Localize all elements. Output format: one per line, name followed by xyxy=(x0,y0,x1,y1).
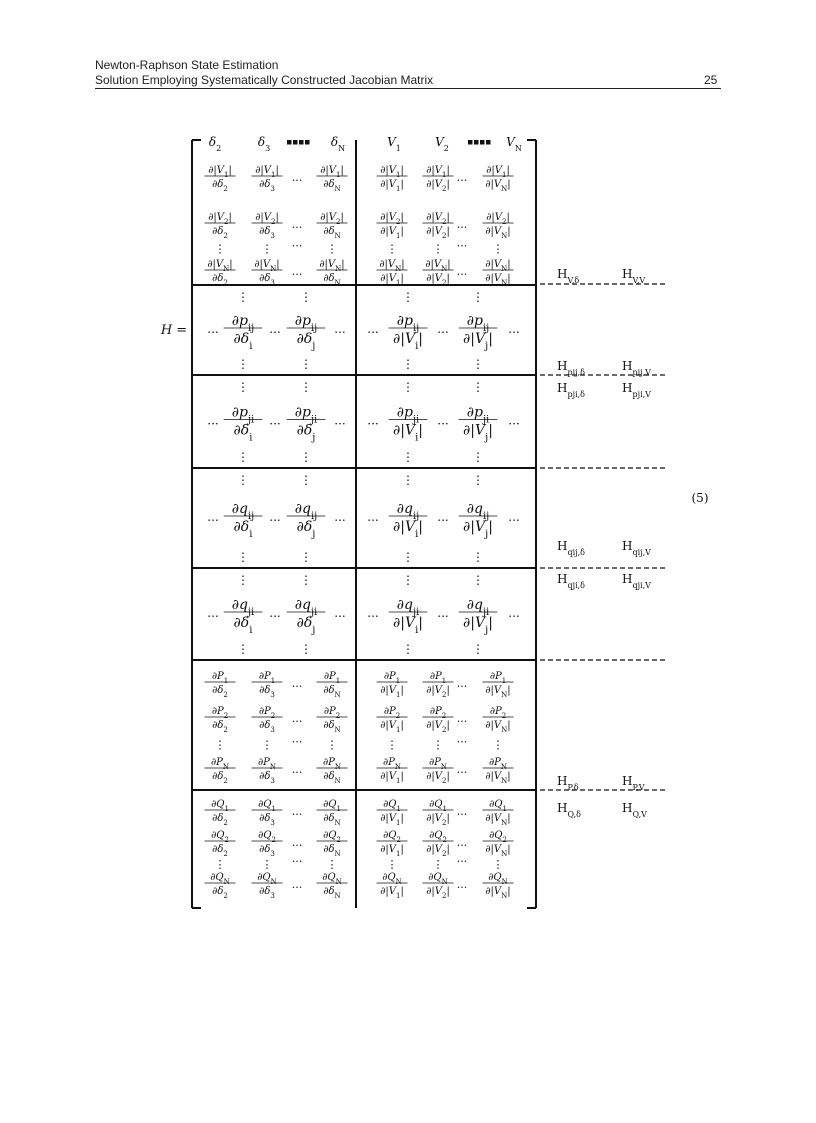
ellipsis: ... xyxy=(456,236,468,250)
partial-fraction-num: $\partial Q_N$ xyxy=(210,872,230,886)
vdots: ⋮ xyxy=(472,550,484,564)
partial-fraction-num: $\partial Q_2$ xyxy=(383,830,401,844)
partial-fraction-den: $\partial|V_N|$ xyxy=(485,226,511,240)
ellipsis: ... xyxy=(291,878,303,891)
submatrix-label: $H_{Q,\delta}$ xyxy=(557,801,581,819)
partial-fraction-num: $\partial p_{ji}$ xyxy=(396,404,420,425)
header-separator-mark xyxy=(287,140,292,145)
ellipsis: ... xyxy=(291,763,303,776)
column-header-voltage: $V_N$ xyxy=(506,135,522,153)
partial-fraction-den: $\partial|V_i|$ xyxy=(392,519,424,540)
vdots: ⋮ xyxy=(432,858,444,871)
partial-fraction-den: $\partial|V_j|$ xyxy=(463,331,493,352)
partial-fraction-num: $\partial|V_1|$ xyxy=(255,165,279,179)
partial-fraction-num: $\partial|V_1|$ xyxy=(380,165,404,179)
vdots: ⋮ xyxy=(237,380,249,394)
vdots: ⋮ xyxy=(326,242,338,256)
vdots: ⋮ xyxy=(261,858,273,871)
vdots: ⋮ xyxy=(402,380,414,394)
partial-fraction-den: $\partial\delta_2$ xyxy=(212,813,228,827)
ellipsis: ... xyxy=(291,712,303,725)
partial-fraction-num: $\partial q_{ij}$ xyxy=(231,501,255,522)
vdots: ⋮ xyxy=(492,858,504,871)
ellipsis: ... xyxy=(291,836,303,849)
partial-fraction-den: $\partial\delta_i$ xyxy=(233,422,253,443)
partial-fraction-num: $\partial|V_N|$ xyxy=(207,259,233,273)
partial-fraction-num: $\partial q_{ji}$ xyxy=(294,597,318,618)
partial-fraction-num: $\partial p_{ij}$ xyxy=(231,313,255,334)
partial-fraction-num: $\partial|V_N|$ xyxy=(485,259,511,273)
partial-fraction-num: $\partial P_1$ xyxy=(323,671,341,685)
vdots: ⋮ xyxy=(402,550,414,564)
header-separator-mark xyxy=(474,140,479,145)
partial-fraction-num: $\partial q_{ij}$ xyxy=(466,501,490,522)
ellipsis: ... xyxy=(207,510,219,524)
partial-fraction-num: $\partial|V_N|$ xyxy=(254,259,280,273)
partial-fraction-num: $\partial Q_N$ xyxy=(382,872,402,886)
ellipsis: ... xyxy=(508,510,520,524)
vdots: ⋮ xyxy=(300,642,312,656)
partial-fraction-den: $\partial\delta_N$ xyxy=(323,720,341,734)
header-separator-mark xyxy=(305,140,310,145)
partial-fraction-num: $\partial p_{ij}$ xyxy=(466,313,490,334)
ellipsis: ... xyxy=(269,510,281,524)
ellipsis: ... xyxy=(291,218,303,231)
vdots: ⋮ xyxy=(326,738,338,752)
submatrix-label: $H_{P,V}$ xyxy=(622,774,645,792)
vdots: ⋮ xyxy=(300,473,312,487)
partial-fraction-num: $\partial P_2$ xyxy=(489,706,507,720)
header-separator-mark xyxy=(299,140,304,145)
partial-fraction-den: $\partial\delta_j$ xyxy=(296,331,316,352)
vdots: ⋮ xyxy=(237,473,249,487)
submatrix-label: $H_{P,\delta}$ xyxy=(557,774,579,792)
vdots: ⋮ xyxy=(300,450,312,464)
partial-fraction-den: $\partial|V_1|$ xyxy=(380,273,404,287)
partial-fraction-num: $\partial|V_N|$ xyxy=(425,259,451,273)
partial-fraction-den: $\partial|V_2|$ xyxy=(426,720,450,734)
header-separator-mark xyxy=(468,140,473,145)
partial-fraction-den: $\partial\delta_i$ xyxy=(233,615,253,636)
ellipsis: ... xyxy=(508,606,520,620)
ellipsis: ... xyxy=(207,322,219,336)
vdots: ⋮ xyxy=(237,357,249,371)
partial-fraction-den: $\partial|V_N|$ xyxy=(485,685,511,699)
ellipsis: ... xyxy=(367,413,379,428)
submatrix-label: $H_{qji,V}$ xyxy=(622,572,651,590)
vdots: ⋮ xyxy=(237,573,249,587)
ellipsis: ... xyxy=(367,510,379,524)
partial-fraction-num: $\partial|V_1|$ xyxy=(426,165,450,179)
partial-fraction-num: $\partial Q_N$ xyxy=(257,872,277,886)
ellipsis: ... xyxy=(291,732,303,746)
submatrix-label: $H_{V,\delta}$ xyxy=(557,267,580,285)
ellipsis: ... xyxy=(269,606,281,620)
vdots: ⋮ xyxy=(300,550,312,564)
partial-fraction-den: $\partial|V_2|$ xyxy=(426,179,450,193)
partial-fraction-den: $\partial|V_2|$ xyxy=(426,771,450,785)
partial-fraction-den: $\partial|V_1|$ xyxy=(380,844,404,858)
vdots: ⋮ xyxy=(472,290,484,304)
vdots: ⋮ xyxy=(402,290,414,304)
submatrix-label: $H_{pij,V}$ xyxy=(622,359,651,377)
ellipsis: ... xyxy=(437,606,449,620)
partial-fraction-num: $\partial Q_N$ xyxy=(322,872,342,886)
partial-fraction-den: $\partial\delta_2$ xyxy=(212,720,228,734)
ellipsis: ... xyxy=(269,413,281,428)
vdots: ⋮ xyxy=(492,738,504,752)
partial-fraction-num: $\partial Q_N$ xyxy=(428,872,448,886)
partial-fraction-num: $\partial P_1$ xyxy=(429,671,447,685)
partial-fraction-den: $\partial\delta_2$ xyxy=(212,179,228,193)
partial-fraction-den: $\partial|V_1|$ xyxy=(380,720,404,734)
column-header-angle: $\delta_2$ xyxy=(208,135,222,153)
ellipsis: ... xyxy=(291,805,303,818)
partial-fraction-num: $\partial|V_1|$ xyxy=(208,165,232,179)
partial-fraction-num: $\partial P_1$ xyxy=(383,671,401,685)
partial-fraction-den: $\partial|V_1|$ xyxy=(380,685,404,699)
partial-fraction-den: $\partial|V_i|$ xyxy=(392,615,424,636)
header-separator-mark xyxy=(293,140,298,145)
partial-fraction-num: $\partial|V_2|$ xyxy=(208,212,232,226)
partial-fraction-num: $\partial|V_2|$ xyxy=(380,212,404,226)
partial-fraction-num: $\partial P_N$ xyxy=(210,757,230,771)
partial-fraction-num: $\partial P_2$ xyxy=(429,706,447,720)
partial-fraction-den: $\partial\delta_2$ xyxy=(212,886,228,900)
partial-fraction-num: $\partial P_N$ xyxy=(428,757,448,771)
partial-fraction-num: $\partial P_2$ xyxy=(383,706,401,720)
ellipsis: ... xyxy=(456,218,468,231)
vdots: ⋮ xyxy=(386,738,398,752)
partial-fraction-den: $\partial\delta_N$ xyxy=(323,273,341,287)
vdots: ⋮ xyxy=(326,858,338,871)
partial-fraction-den: $\partial|V_N|$ xyxy=(485,813,511,827)
partial-fraction-num: $\partial P_2$ xyxy=(323,706,341,720)
partial-fraction-num: $\partial P_2$ xyxy=(258,706,276,720)
header-separator-mark xyxy=(486,140,491,145)
ellipsis: ... xyxy=(291,171,303,184)
partial-fraction-den: $\partial\delta_j$ xyxy=(296,422,316,443)
partial-fraction-den: $\partial\delta_2$ xyxy=(212,273,228,287)
submatrix-label: $H_{V,V}$ xyxy=(622,267,646,285)
partial-fraction-den: $\partial|V_2|$ xyxy=(426,226,450,240)
vdots: ⋮ xyxy=(214,242,226,256)
partial-fraction-den: $\partial|V_1|$ xyxy=(380,226,404,240)
partial-fraction-num: $\partial p_{ji}$ xyxy=(294,404,318,425)
partial-fraction-num: $\partial P_N$ xyxy=(382,757,402,771)
partial-fraction-num: $\partial P_1$ xyxy=(258,671,276,685)
vdots: ⋮ xyxy=(472,573,484,587)
partial-fraction-den: $\partial\delta_i$ xyxy=(233,331,253,352)
partial-fraction-den: $\partial\delta_3$ xyxy=(259,685,275,699)
partial-fraction-den: $\partial\delta_j$ xyxy=(296,615,316,636)
ellipsis: ... xyxy=(508,413,520,428)
ellipsis: ... xyxy=(456,677,468,690)
partial-fraction-num: $\partial q_{ij}$ xyxy=(294,501,318,522)
partial-fraction-den: $\partial\delta_3$ xyxy=(259,226,275,240)
ellipsis: ... xyxy=(207,413,219,428)
submatrix-label: $H_{pji,V}$ xyxy=(622,381,651,399)
partial-fraction-den: $\partial\delta_2$ xyxy=(212,685,228,699)
vdots: ⋮ xyxy=(402,473,414,487)
partial-fraction-den: $\partial|V_1|$ xyxy=(380,813,404,827)
partial-fraction-num: $\partial|V_2|$ xyxy=(255,212,279,226)
submatrix-label: $H_{pji,\delta}$ xyxy=(557,381,585,399)
partial-fraction-num: $\partial Q_1$ xyxy=(489,799,507,813)
partial-fraction-den: $\partial\delta_N$ xyxy=(323,771,341,785)
partial-fraction-num: $\partial|V_2|$ xyxy=(426,212,450,226)
partial-fraction-den: $\partial|V_N|$ xyxy=(485,179,511,193)
column-header-angle: $\delta_N$ xyxy=(330,135,346,153)
vdots: ⋮ xyxy=(300,573,312,587)
partial-fraction-den: $\partial|V_N|$ xyxy=(485,771,511,785)
partial-fraction-den: $\partial|V_2|$ xyxy=(426,844,450,858)
submatrix-label: $H_{Q,V}$ xyxy=(622,801,647,819)
vdots: ⋮ xyxy=(492,242,504,256)
partial-fraction-den: $\partial\delta_j$ xyxy=(296,519,316,540)
ellipsis: ... xyxy=(291,677,303,690)
partial-fraction-num: $\partial Q_1$ xyxy=(323,799,341,813)
vdots: ⋮ xyxy=(214,738,226,752)
partial-fraction-num: $\partial q_{ji}$ xyxy=(231,597,255,618)
lhs-label: H = xyxy=(160,323,188,338)
partial-fraction-den: $\partial\delta_N$ xyxy=(323,886,341,900)
vdots: ⋮ xyxy=(402,357,414,371)
partial-fraction-num: $\partial P_N$ xyxy=(257,757,277,771)
ellipsis: ... xyxy=(334,413,346,428)
partial-fraction-num: $\partial|V_1|$ xyxy=(320,165,344,179)
ellipsis: ... xyxy=(456,732,468,746)
partial-fraction-den: $\partial\delta_N$ xyxy=(323,813,341,827)
vdots: ⋮ xyxy=(432,242,444,256)
partial-fraction-num: $\partial p_{ji}$ xyxy=(231,404,255,425)
ellipsis: ... xyxy=(456,763,468,776)
partial-fraction-den: $\partial\delta_3$ xyxy=(259,273,275,287)
partial-fraction-den: $\partial\delta_N$ xyxy=(323,685,341,699)
partial-fraction-num: $\partial Q_1$ xyxy=(211,799,229,813)
page-number: 25 xyxy=(704,73,718,87)
ellipsis: ... xyxy=(291,265,303,278)
ellipsis: ... xyxy=(508,322,520,336)
partial-fraction-den: $\partial|V_N|$ xyxy=(485,844,511,858)
ellipsis: ... xyxy=(291,852,303,865)
partial-fraction-den: $\partial\delta_2$ xyxy=(212,771,228,785)
vdots: ⋮ xyxy=(237,450,249,464)
partial-fraction-den: $\partial\delta_i$ xyxy=(233,519,253,540)
vdots: ⋮ xyxy=(402,573,414,587)
partial-fraction-num: $\partial P_1$ xyxy=(211,671,229,685)
ellipsis: ... xyxy=(437,413,449,428)
partial-fraction-den: $\partial|V_2|$ xyxy=(426,685,450,699)
ellipsis: ... xyxy=(334,606,346,620)
partial-fraction-den: $\partial|V_1|$ xyxy=(380,886,404,900)
partial-fraction-den: $\partial|V_2|$ xyxy=(426,813,450,827)
vdots: ⋮ xyxy=(386,858,398,871)
vdots: ⋮ xyxy=(214,858,226,871)
partial-fraction-num: $\partial q_{ji}$ xyxy=(396,597,420,618)
partial-fraction-den: $\partial\delta_3$ xyxy=(259,720,275,734)
partial-fraction-den: $\partial|V_j|$ xyxy=(463,422,493,443)
partial-fraction-num: $\partial|V_N|$ xyxy=(379,259,405,273)
vdots: ⋮ xyxy=(472,642,484,656)
partial-fraction-den: $\partial|V_2|$ xyxy=(426,886,450,900)
submatrix-label: $H_{qij,\delta}$ xyxy=(557,539,585,557)
ellipsis: ... xyxy=(334,510,346,524)
partial-fraction-num: $\partial p_{ji}$ xyxy=(466,404,490,425)
column-header-voltage: $V_2$ xyxy=(435,135,449,153)
header-separator-mark xyxy=(480,140,485,145)
submatrix-label: $H_{qij,V}$ xyxy=(622,539,651,557)
partial-fraction-den: $\partial|V_N|$ xyxy=(485,273,511,287)
partial-fraction-num: $\partial q_{ji}$ xyxy=(466,597,490,618)
ellipsis: ... xyxy=(437,510,449,524)
partial-fraction-num: $\partial P_N$ xyxy=(322,757,342,771)
partial-fraction-den: $\partial\delta_N$ xyxy=(323,844,341,858)
partial-fraction-den: $\partial\delta_N$ xyxy=(323,226,341,240)
vdots: ⋮ xyxy=(261,242,273,256)
ellipsis: ... xyxy=(269,322,281,336)
partial-fraction-num: $\partial Q_2$ xyxy=(323,830,341,844)
equation-number: (5) xyxy=(691,491,709,505)
ellipsis: ... xyxy=(456,265,468,278)
ellipsis: ... xyxy=(456,805,468,818)
partial-fraction-num: $\partial Q_1$ xyxy=(383,799,401,813)
vdots: ⋮ xyxy=(402,642,414,656)
vdots: ⋮ xyxy=(472,473,484,487)
ellipsis: ... xyxy=(334,322,346,336)
partial-fraction-num: $\partial P_1$ xyxy=(489,671,507,685)
partial-fraction-den: $\partial|V_j|$ xyxy=(463,615,493,636)
partial-fraction-den: $\partial|V_1|$ xyxy=(380,179,404,193)
vdots: ⋮ xyxy=(237,550,249,564)
partial-fraction-den: $\partial\delta_3$ xyxy=(259,886,275,900)
partial-fraction-den: $\partial|V_i|$ xyxy=(392,422,424,443)
ellipsis: ... xyxy=(456,852,468,865)
partial-fraction-num: $\partial P_N$ xyxy=(488,757,508,771)
partial-fraction-den: $\partial\delta_3$ xyxy=(259,844,275,858)
column-header-angle: $\delta_3$ xyxy=(257,135,271,153)
partial-fraction-num: $\partial Q_N$ xyxy=(488,872,508,886)
partial-fraction-den: $\partial\delta_3$ xyxy=(259,771,275,785)
ellipsis: ... xyxy=(207,606,219,620)
ellipsis: ... xyxy=(437,322,449,336)
partial-fraction-den: $\partial|V_N|$ xyxy=(485,720,511,734)
ellipsis: ... xyxy=(291,236,303,250)
vdots: ⋮ xyxy=(237,642,249,656)
partial-fraction-den: $\partial|V_2|$ xyxy=(426,273,450,287)
ellipsis: ... xyxy=(456,171,468,184)
vdots: ⋮ xyxy=(472,450,484,464)
running-header-title: Newton-Raphson State Estimation xyxy=(95,58,279,72)
submatrix-label: $H_{pij,\delta}$ xyxy=(557,359,585,377)
vdots: ⋮ xyxy=(432,738,444,752)
vdots: ⋮ xyxy=(261,738,273,752)
partial-fraction-den: $\partial\delta_N$ xyxy=(323,179,341,193)
partial-fraction-num: $\partial|V_N|$ xyxy=(319,259,345,273)
vdots: ⋮ xyxy=(472,357,484,371)
ellipsis: ... xyxy=(367,322,379,336)
partial-fraction-num: $\partial p_{ij}$ xyxy=(294,313,318,334)
partial-fraction-num: $\partial|V_1|$ xyxy=(486,165,510,179)
vdots: ⋮ xyxy=(237,290,249,304)
partial-fraction-num: $\partial|V_2|$ xyxy=(320,212,344,226)
vdots: ⋮ xyxy=(402,450,414,464)
partial-fraction-den: $\partial|V_1|$ xyxy=(380,771,404,785)
partial-fraction-num: $\partial P_2$ xyxy=(211,706,229,720)
partial-fraction-num: $\partial Q_2$ xyxy=(429,830,447,844)
partial-fraction-num: $\partial|V_2|$ xyxy=(486,212,510,226)
column-header-voltage: $V_1$ xyxy=(387,135,401,153)
partial-fraction-num: $\partial Q_2$ xyxy=(489,830,507,844)
partial-fraction-num: $\partial Q_1$ xyxy=(258,799,276,813)
vdots: ⋮ xyxy=(300,380,312,394)
submatrix-label: $H_{qji,\delta}$ xyxy=(557,572,585,590)
partial-fraction-num: $\partial Q_1$ xyxy=(429,799,447,813)
partial-fraction-num: $\partial Q_2$ xyxy=(211,830,229,844)
ellipsis: ... xyxy=(367,606,379,620)
partial-fraction-den: $\partial\delta_3$ xyxy=(259,813,275,827)
vdots: ⋮ xyxy=(300,290,312,304)
partial-fraction-den: $\partial|V_N|$ xyxy=(485,886,511,900)
partial-fraction-num: $\partial q_{ij}$ xyxy=(396,501,420,522)
partial-fraction-den: $\partial|V_i|$ xyxy=(392,331,424,352)
partial-fraction-den: $\partial\delta_2$ xyxy=(212,844,228,858)
vdots: ⋮ xyxy=(386,242,398,256)
partial-fraction-num: $\partial p_{ij}$ xyxy=(396,313,420,334)
vdots: ⋮ xyxy=(472,380,484,394)
ellipsis: ... xyxy=(456,712,468,725)
partial-fraction-num: $\partial Q_2$ xyxy=(258,830,276,844)
running-header-subtitle: Solution Employing Systematically Constructed Jacobian Matrix xyxy=(95,73,434,87)
ellipsis: ... xyxy=(456,836,468,849)
vdots: ⋮ xyxy=(300,357,312,371)
partial-fraction-den: $\partial\delta_3$ xyxy=(259,179,275,193)
partial-fraction-den: $\partial\delta_2$ xyxy=(212,226,228,240)
partial-fraction-den: $\partial|V_j|$ xyxy=(463,519,493,540)
ellipsis: ... xyxy=(456,878,468,891)
